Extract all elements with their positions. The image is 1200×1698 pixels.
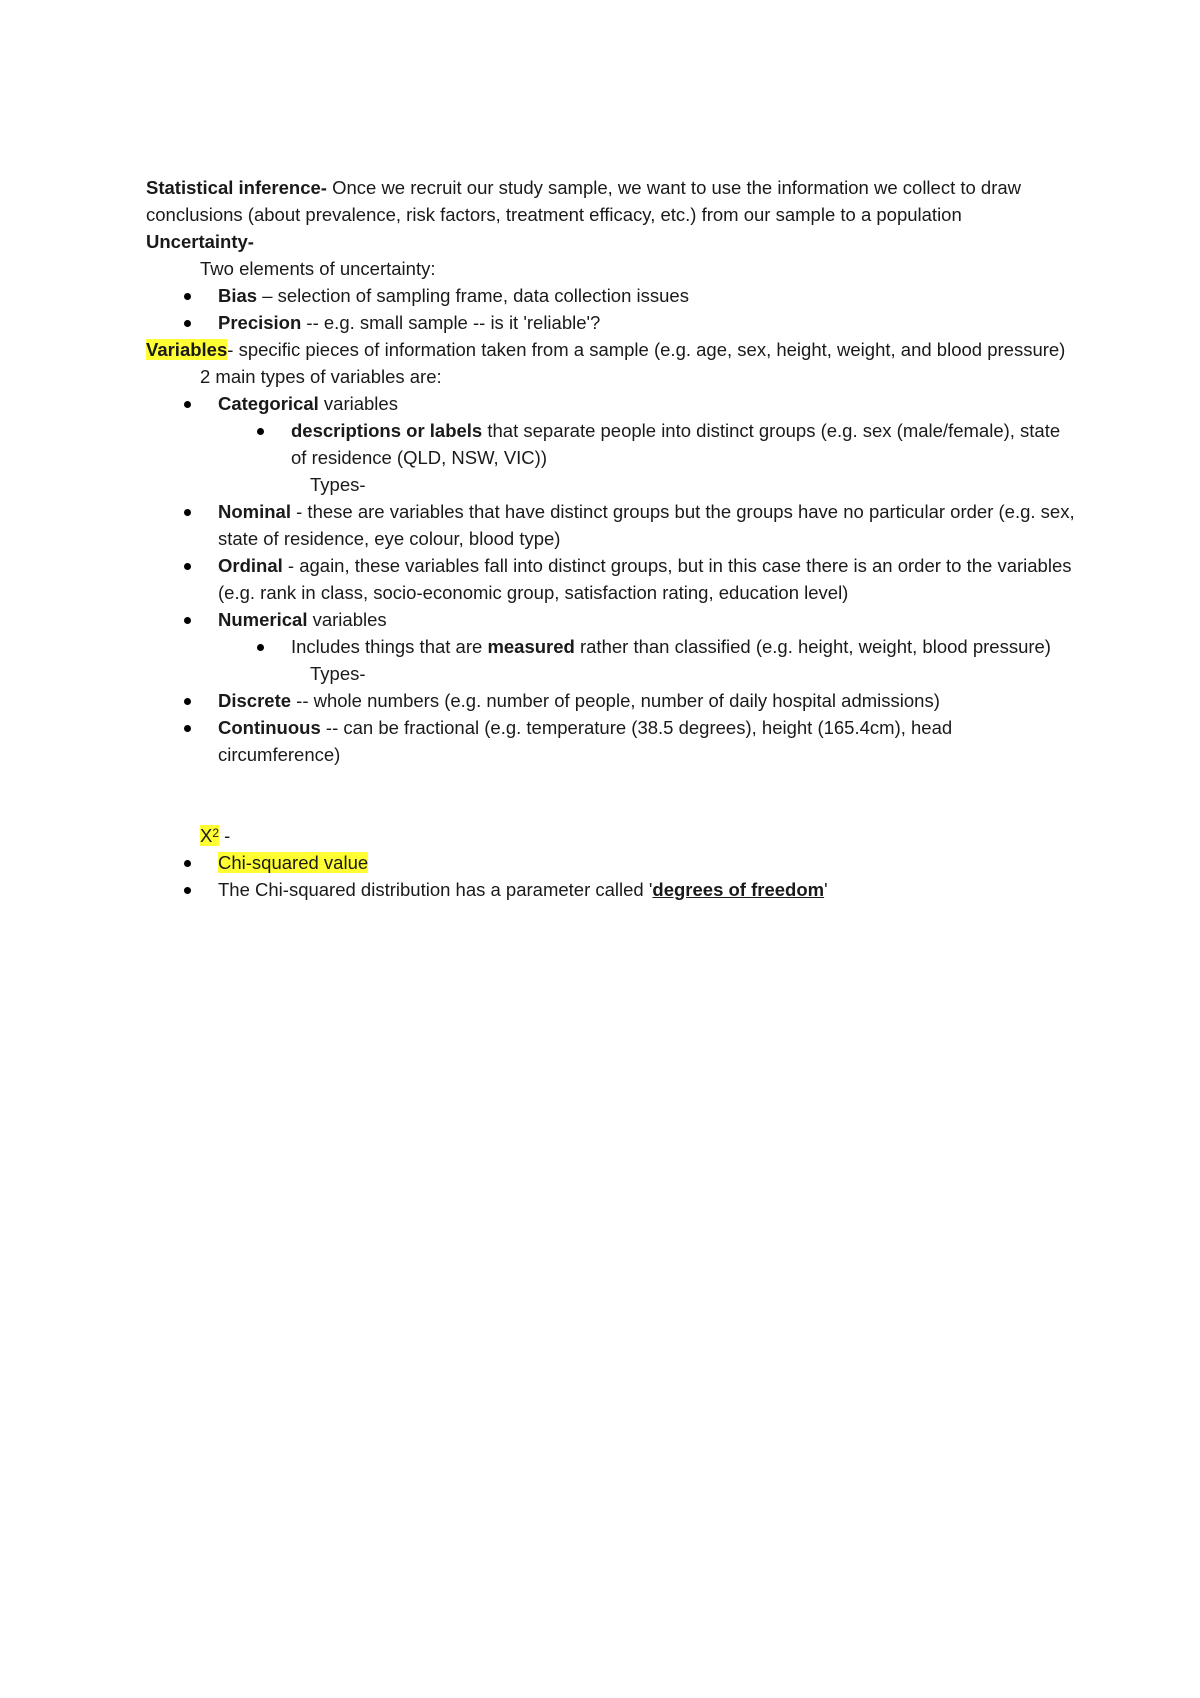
term-descriptions-labels: descriptions or labels — [291, 420, 483, 441]
nominal-text: - these are variables that have distinct groups but the groups have no particular order (e.g. sex, state of residence, eye colour, blood type) — [218, 501, 1075, 549]
term-discrete: Discrete — [218, 690, 292, 711]
chi-suffix: - — [219, 825, 231, 846]
intro-text: Once we recruit our study sample, we want to use the information we collect to draw conclusions (about prevalence, risk factors, treatment efficacy, etc.) from our sample to a population — [146, 177, 1022, 225]
precision-text: -- e.g. small sample -- is it 'reliable'? — [301, 312, 601, 333]
uncertainty-subheading: Two elements of uncertainty: — [200, 258, 436, 279]
term-bias: Bias — [218, 285, 258, 306]
variables-paragraph — [146, 336, 1076, 363]
list-item — [146, 390, 1076, 417]
term-nominal: Nominal — [218, 501, 291, 522]
uncertainty-heading: Uncertainty- — [146, 231, 254, 252]
chi-squared-value: Chi-squared value — [218, 852, 369, 873]
types-label: Types- — [310, 474, 366, 495]
bias-text: – selection of sampling frame, data collection issues — [257, 285, 689, 306]
list-item — [146, 498, 1076, 552]
term-precision: Precision — [218, 312, 302, 333]
variables-subheading: 2 main types of variables are: — [200, 366, 442, 387]
discrete-text: -- whole numbers (e.g. number of people, number of daily hospital admissions) — [291, 690, 940, 711]
chi-heading — [146, 822, 1076, 849]
list-item — [146, 606, 1076, 633]
variables-text: - specific pieces of information taken from a sample (e.g. age, sex, height, weight, and blood pressure) — [227, 339, 1066, 360]
term-measured: measured — [487, 636, 575, 657]
numerical-desc-pre: Includes things that are — [291, 636, 488, 657]
list-item — [146, 633, 1076, 660]
ordinal-text: - again, these variables fall into distinct groups, but in this case there is an order to the variables (e.g. rank in class, socio-economic group, satisfaction rating, education level) — [218, 555, 1072, 603]
term-statistical-inference: Statistical inference- — [146, 177, 327, 198]
categorical-desc-text: that separate people into distinct groups (e.g. sex (male/female), state of residence (QLD, NSW, VIC)) — [291, 420, 1061, 468]
types-label: Types- — [310, 663, 366, 684]
list-item — [146, 282, 1076, 309]
list-item — [146, 849, 1076, 876]
list-item — [146, 714, 1076, 768]
chi-superscript: 2 — [212, 826, 220, 840]
chi-symbol: X — [200, 825, 213, 846]
list-item — [146, 552, 1076, 606]
numerical-text: variables — [307, 609, 387, 630]
list-item — [146, 309, 1076, 336]
continuous-text: -- can be fractional (e.g. temperature (38.5 degrees), height (165.4cm), head circumference) — [218, 717, 953, 765]
numerical-desc-post: rather than classified (e.g. height, weight, blood pressure) — [574, 636, 1051, 657]
list-item — [146, 687, 1076, 714]
spacer — [146, 768, 1076, 822]
intro-paragraph — [146, 174, 1076, 228]
chi-dist-pre: The Chi-squared distribution has a parameter called ' — [218, 879, 653, 900]
term-variables: Variables — [146, 339, 228, 360]
term-continuous: Continuous — [218, 717, 321, 738]
list-item — [146, 876, 1076, 903]
chi-symbol-highlight — [200, 825, 219, 846]
term-degrees-of-freedom: degrees of freedom — [652, 879, 825, 900]
term-ordinal: Ordinal — [218, 555, 283, 576]
term-categorical: Categorical — [218, 393, 319, 414]
categorical-text: variables — [318, 393, 398, 414]
document-page — [146, 174, 1076, 903]
chi-dist-post: ' — [824, 879, 828, 900]
term-numerical: Numerical — [218, 609, 308, 630]
list-item — [146, 417, 1076, 471]
